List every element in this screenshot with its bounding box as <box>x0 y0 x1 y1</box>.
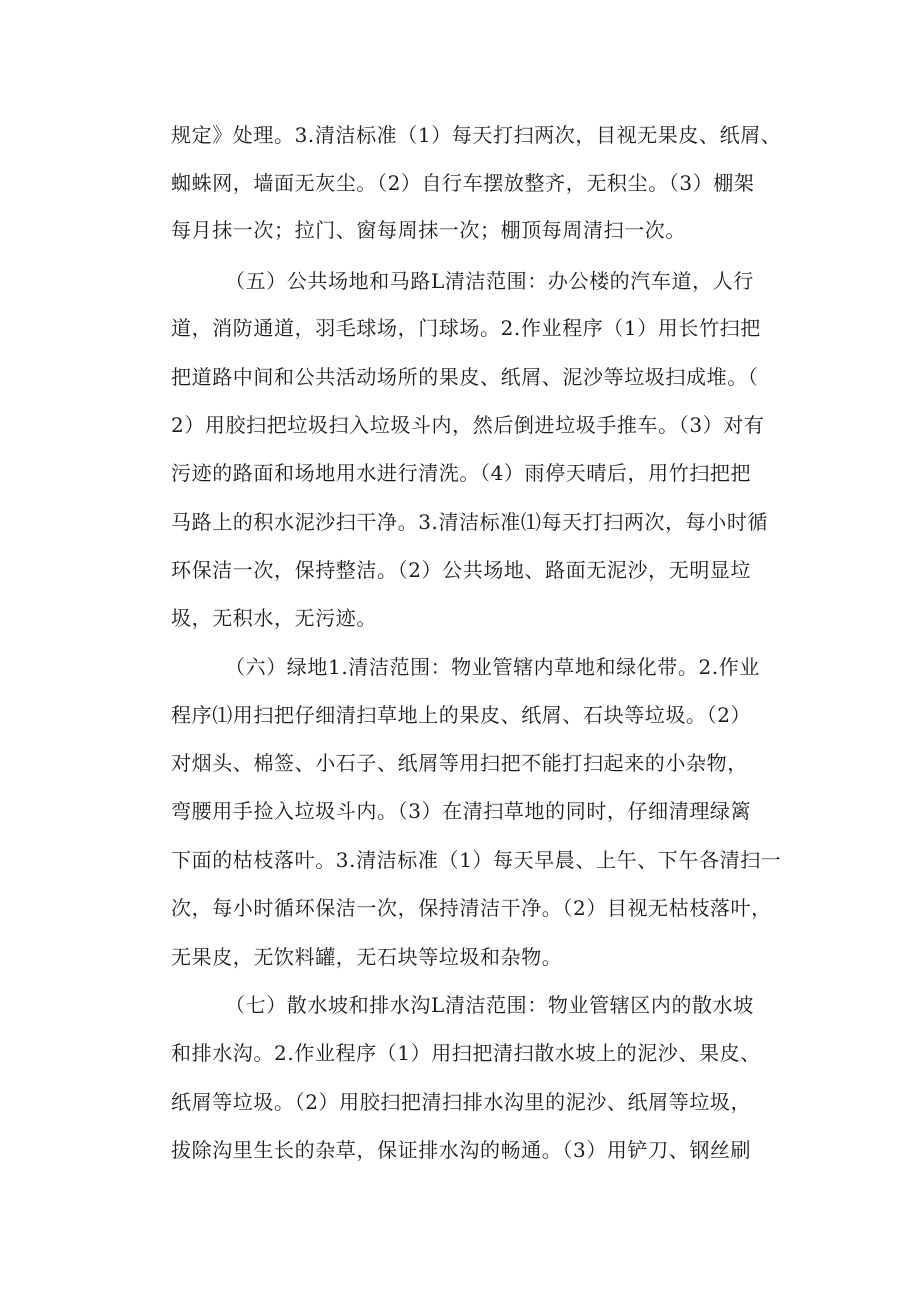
text-line: 圾，无积水，无污迹。 <box>171 606 377 630</box>
text-line: 把道路中间和公共活动场所的果皮、纸屑、泥沙等垃圾扫成堆。（ <box>171 365 759 389</box>
text-line: 程序⑴用扫把仔细清扫草地上的果皮、纸屑、石块等垃圾。（2） <box>171 703 752 727</box>
text-line: 对烟头、棉签、小石子、纸屑等用扫把不能打扫起来的小杂物， <box>171 751 748 775</box>
text-line: 蜘蛛网，墙面无灰尘。（2）自行车摆放整齐，无积尘。（3）棚架 <box>171 171 755 195</box>
text-line: 马路上的积水泥沙扫干净。3.清洁标准⑴每天打扫两次，每小时循 <box>171 510 769 534</box>
text-line: 2）用胶扫把垃圾扫入垃圾斗内，然后倒进垃圾手推车。（3）对有 <box>171 413 765 437</box>
text-line: 环保洁一次，保持整洁。（2）公共场地、路面无泥沙，无明显垃 <box>171 558 752 582</box>
text-line: 拔除沟里生长的杂草，保证排水沟的畅通。（3）用铲刀、钢丝刷 <box>171 1138 752 1162</box>
text-line: 弯腰用手捡入垃圾斗内。（3）在清扫草地的同时，仔细清理绿篱 <box>171 799 752 823</box>
text-line: 规定》处理。3.清洁标准（1）每天打扫两次，目视无果皮、纸屑、 <box>171 123 782 147</box>
text-line: 纸屑等垃圾。（2）用胶扫把清扫排水沟里的泥沙、纸屑等垃圾， <box>171 1090 752 1114</box>
paragraph-start-line: （五）公共场地和马路L清洁范围：办公楼的汽车道，人行 <box>225 269 754 293</box>
paragraph-start-line: （七）散水坡和排水沟L清洁范围：物业管辖区内的散水坡 <box>225 993 754 1017</box>
paragraph-start-line: （六）绿地1.清洁范围：物业管辖内草地和绿化带。2.作业 <box>225 655 760 679</box>
text-line: 次，每小时循环保洁一次，保持清洁干净。（2）目视无枯枝落叶， <box>171 896 772 920</box>
text-line: 下面的枯枝落叶。3.清洁标准（1）每天早晨、上午、下午各清扫一 <box>171 848 782 872</box>
text-line: 和排水沟。2.作业程序（1）用扫把清扫散水坡上的泥沙、果皮、 <box>171 1041 761 1065</box>
text-line: 道，消防通道，羽毛球场，门球场。2.作业程序（1）用长竹扫把 <box>171 316 761 340</box>
text-line: 无果皮，无饮料罐，无石块等垃圾和杂物。 <box>171 945 563 969</box>
text-line: 污迹的路面和场地用水进行清洗。（4）雨停天晴后，用竹扫把把 <box>171 461 752 485</box>
text-line: 每月抹一次；拉门、窗每周抹一次；棚顶每周清扫一次。 <box>171 218 686 242</box>
